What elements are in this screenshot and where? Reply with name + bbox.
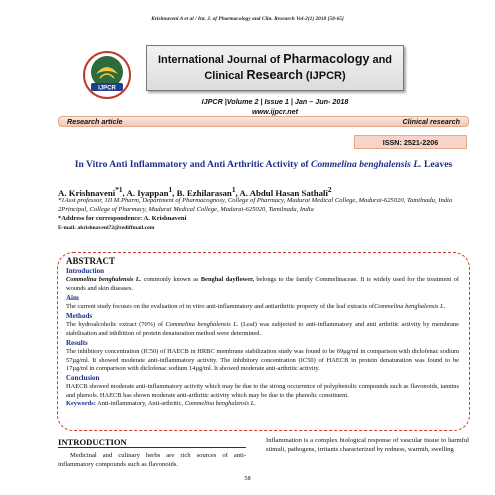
abstract-results-label: Results xyxy=(66,338,88,347)
affiliation-1: *1Asst professor, 1II M.Pharm, Department of Pharmacognosy, College of Pharmacy, Madurai Medical College, Madurai-625020, Tamilnadu, India xyxy=(58,197,453,204)
article-type-bar xyxy=(58,116,469,127)
abstract-results-text: The inhibitory concentration (IC50) of HAECB in HRBC membrane stabilization study was found to be 69µg/ml in comparison with diclofenac sodium 57µg/ml. It showed moderate anti-inflammatory activity. The inhibitory concentration (IC50) of HAECB in protein denaturation was found to be 17µg/ml in comparison with diclofenac sodium 14µg/ml. It showed moderate anti-arthritic activity. xyxy=(66,348,459,373)
abstract-aim-label: Aim xyxy=(66,293,79,302)
issue-info xyxy=(146,97,404,116)
issue-line: IJPCR |Volume 2 | Issue 1 | Jan – Jun- 2018 xyxy=(201,97,349,106)
affiliations xyxy=(58,197,469,233)
introduction-text: Medicinal and culinary herbs are rich sources of anti-inflammatory compounds such as flavonoids. xyxy=(58,452,246,468)
article-type-right: Clinical research xyxy=(402,117,460,126)
abstract-introduction-text: Commelina benghalensis L. commonly known as Benghal dayflower, belongs to the family Commelinaceae. It is widely used for the treatment of wounds and skin diseases. xyxy=(66,276,459,292)
right-column-text: Inflammation is a complex biological response of vascular tissue to harmful stimuli, pathogens, irritants characterized by redness, warmth, swelling xyxy=(266,437,469,453)
introduction-divider xyxy=(58,447,246,448)
running-head: Krishnaveni A et al / Int. J. of Pharmacology and Clin. Research Vol-2(1) 2018 [58-65] xyxy=(151,16,344,22)
abstract-introduction-label: Introduction xyxy=(66,267,104,276)
journal-title-box xyxy=(146,45,404,91)
abstract-aim-text: The current study focuses on the evaluation of in vitro anti-inflammatory and antiarthritic property of the leaf extracts ofCommelina benghalensis L. xyxy=(66,303,446,311)
article-title: In Vitro Anti Inflammatory and Anti Arthritic Activity of Commelina benghalensis L. Leaves xyxy=(74,159,453,170)
affiliation-2: 2Principal, College of Pharmacy, Madurai Medical College, Madurai-625020, Tamilnadu, India xyxy=(58,206,314,214)
issn-badge: ISSN: 2521-2206 xyxy=(354,135,467,149)
email[interactable]: E-mail: akrishnaveni72@rediffmail.com xyxy=(58,224,155,231)
abstract-methods-label: Methods xyxy=(66,312,93,321)
journal-logo xyxy=(82,50,132,100)
abstract-conclusion-text: HAECB showed moderate anti-inflammatory activity which may be due to the strong occurrence of polyphenolic compounds such as flavonoids, tannins and phenols. HAECB has shown moderate anti-arthritic activity which may be due to the phenolic constituent. xyxy=(66,383,459,399)
journal-url[interactable]: www.ijpcr.net xyxy=(251,106,299,116)
abstract-box xyxy=(57,252,470,431)
correspondence: *Address for correspondence: A. Krishnaveni xyxy=(58,215,187,223)
author-list: A. Krishnaveni$^{*1}$, A. Iyappan$^1$, B. Ezhilarasan$^1$, A. Abdul Hasan Sathali$^2$ xyxy=(58,185,332,198)
abstract-heading: ABSTRACT xyxy=(66,256,116,266)
abstract-methods-text: The hydroalcoholic extract (70%) of Commelina benghalensis L. (Leaf) was subjected to anti-inflammatory and anti arthritic activity by membrane stabilisation and inhibition of protein denaturation method were determined. xyxy=(66,321,460,337)
introduction-heading: INTRODUCTION xyxy=(58,437,127,447)
article-type-left: Research article xyxy=(67,117,123,126)
abstract-keywords: Keywords: Anti-inflammatory, Anti-arthritic, Commelina benghalensis L. xyxy=(66,400,256,408)
journal-title: International Journal of Pharmacology and Clinical Research (IJPCR) xyxy=(157,52,393,82)
page-number: 58 xyxy=(244,475,251,482)
abstract-conclusion-label: Conclusion xyxy=(66,374,100,383)
svg-text:IJPCR: IJPCR xyxy=(98,85,116,92)
